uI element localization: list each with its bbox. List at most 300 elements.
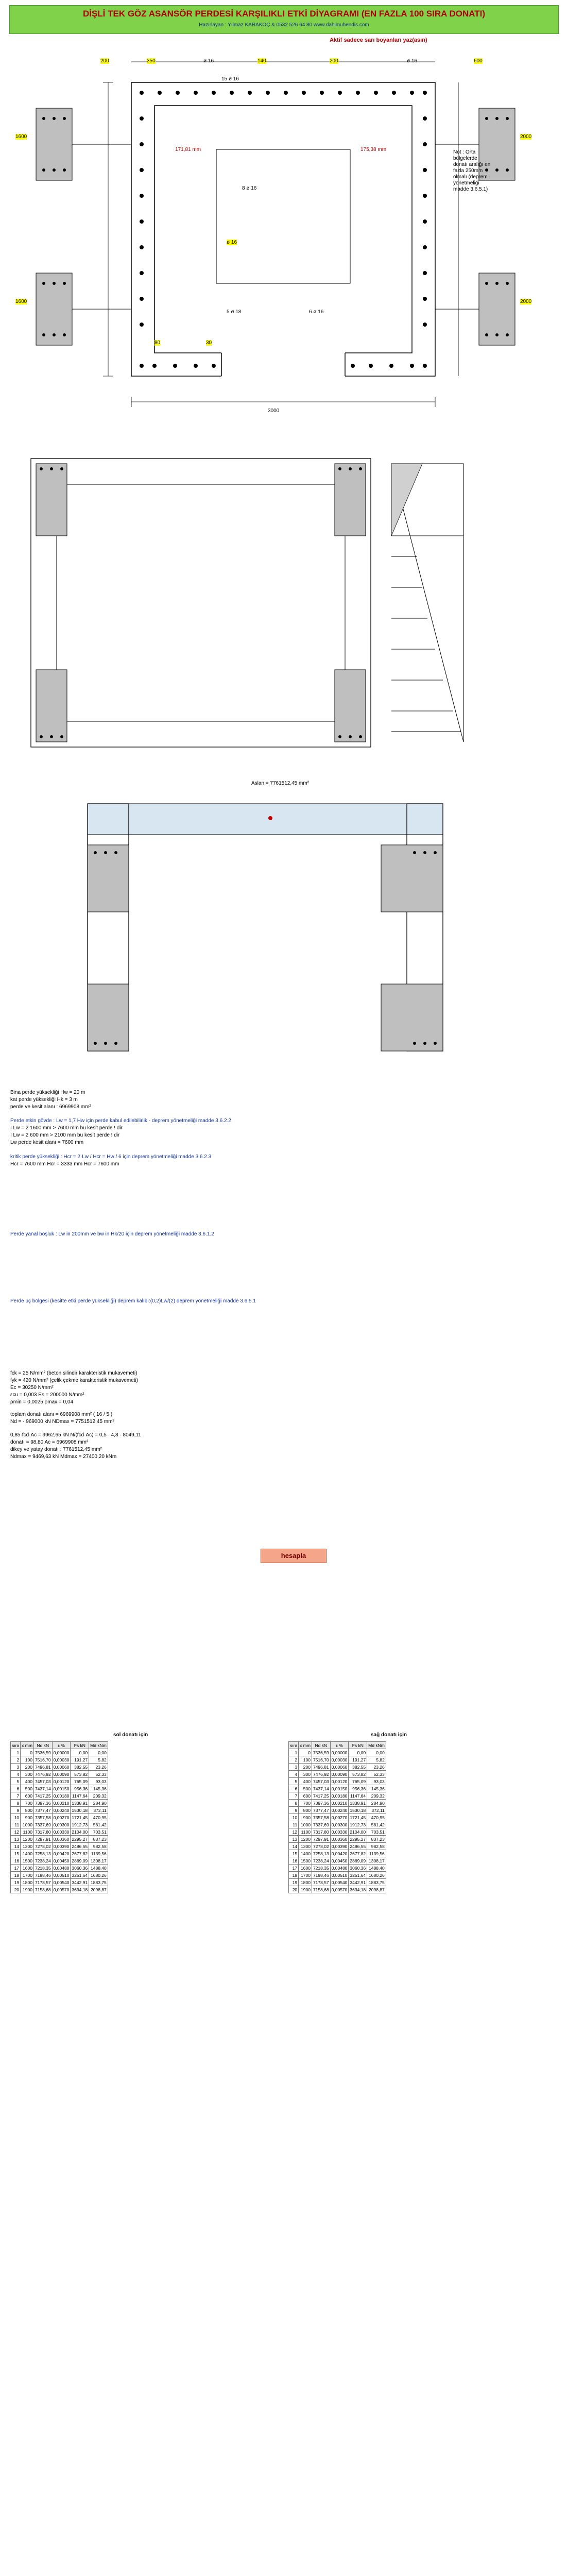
strain-diagram [0,453,567,783]
table-row [289,1764,386,1771]
table-cell: 1912,73 [71,1821,89,1828]
table-cell: 7516,70 [33,1756,52,1764]
table-cell: 7377,47 [312,1807,330,1814]
wall-outline-inner [154,106,412,353]
section-plan-drawing [0,41,567,505]
table-cell: 7297,91 [33,1836,52,1843]
table-row [289,1857,386,1865]
dim-140[interactable]: 140 [257,58,266,64]
table-cell: 2869,09 [349,1857,367,1865]
table-cell: 600 [21,1792,34,1800]
param-line-1: Bina perde yüksekliği Hw = 20 m [10,1090,85,1095]
table-cell: 2104,00 [71,1828,89,1836]
dim-200-b[interactable]: 200 [330,58,338,64]
table-cell: 765,09 [349,1778,367,1785]
table-header-cell: Md kNm [367,1742,386,1749]
rebar-dots [42,91,509,368]
table-cell: 7476,92 [312,1771,330,1778]
table-header-cell: Fs kN [71,1742,89,1749]
table-row [289,1879,386,1886]
table-cell: 93,03 [367,1778,386,1785]
table-cell: 837,23 [89,1836,108,1843]
table-row [11,1821,108,1828]
table-cell: 7397,36 [312,1800,330,1807]
table-cell: 400 [21,1778,34,1785]
left-rebar-table [10,1741,108,1893]
table-cell: 700 [299,1800,312,1807]
table-cell: 956,36 [71,1785,89,1792]
table-cell: 16 [11,1857,21,1865]
dim-600[interactable]: 600 [474,58,483,64]
table-cell: 0,00390 [52,1843,71,1850]
spacing-label-a: 171,81 mm [175,147,201,152]
table-header-cell: x mm [299,1742,312,1749]
table-cell: 7158,68 [312,1886,330,1893]
right-rebar-table [288,1741,386,1893]
table-cell: 0,00240 [52,1807,71,1814]
table-cell: 1700 [21,1872,34,1879]
table-row [289,1749,386,1756]
dim-1600-b[interactable]: 1600 [15,299,27,304]
table-row [289,1807,386,1814]
side-note-7: madde 3.6.5.1) [453,187,488,192]
table-cell: 200 [21,1764,34,1771]
table-cell: 15 [289,1850,299,1857]
table-cell: 209,32 [367,1792,386,1800]
table-cell: 10 [11,1814,21,1821]
dim-80[interactable]: 80 [154,340,161,346]
table-cell: 470,95 [367,1814,386,1821]
table-cell: 7258,13 [33,1850,52,1857]
table-cell: 7218,35 [312,1865,330,1872]
table-cell: 3442,91 [71,1879,89,1886]
table-cell: 1300 [299,1843,312,1850]
table-row [11,1764,108,1771]
table-cell: 6 [289,1785,299,1792]
table-cell: 3060,36 [349,1865,367,1872]
table-cell: 8 [11,1800,21,1807]
table-cell: 209,32 [89,1792,108,1800]
table-cell: 7158,68 [33,1886,52,1893]
table-cell: 2098,87 [367,1886,386,1893]
table-cell: 14 [11,1843,21,1850]
table-row [11,1843,108,1850]
table-cell: 7377,47 [33,1807,52,1814]
side-note-5: olmalı (deprem [453,174,488,180]
table-cell: 2295,27 [71,1836,89,1843]
table-cell: 0,00540 [52,1879,71,1886]
table-cell: 0,00510 [330,1872,349,1879]
param-line-21: dikey ve yatay donatı : 7761512,45 mm² [10,1447,102,1452]
table-row [11,1872,108,1879]
table-cell: 372,11 [367,1807,386,1814]
table-cell: 100 [299,1756,312,1764]
table-cell: 382,55 [71,1764,89,1771]
param-line-2: kat perde yüksekliği Hk = 3 m [10,1097,78,1103]
table-cell: 0,00 [89,1749,108,1756]
dim-phi16-c[interactable]: ø 16 [227,240,237,245]
table-row [11,1850,108,1857]
param-line-12: fck = 25 N/mm² (beton silindir karakteristik mukavemeti) [10,1370,138,1376]
calculate-button[interactable]: hesapla [261,1549,327,1563]
table-cell: 19 [289,1879,299,1886]
table-cell: 1200 [299,1836,312,1843]
table-cell: 19 [11,1879,21,1886]
param-line-11: Perde uç bölgesi (kesitte etki perde yüksekliği) deprem kalıbı:(0,2)Lw/(2) deprem yönetmeliği madde 3.6.5.1 [10,1298,256,1304]
dim-bars-bottom: 5 ø 18 [227,309,242,315]
table-cell: 400 [299,1778,312,1785]
table-row [11,1778,108,1785]
dim-2000-b[interactable]: 2000 [520,299,532,304]
table-cell: 0,00 [367,1749,386,1756]
table-cell: 982,58 [367,1843,386,1850]
table-cell: 0,00480 [52,1865,71,1872]
table-row [289,1872,386,1879]
left-table-title: sol donatı için [113,1732,148,1738]
table-cell: 0,00090 [330,1771,349,1778]
table-cell: 800 [299,1807,312,1814]
table-cell: 3 [289,1764,299,1771]
table-cell: 3251,64 [71,1872,89,1879]
table-cell: 581,42 [89,1821,108,1828]
table-cell: 1500 [299,1857,312,1865]
param-line-16: ρmin = 0,0025 ρmax = 0,04 [10,1399,74,1405]
param-line-13: fyk = 420 N/mm² (çelik çekme karakteristik mukavemeti) [10,1378,139,1383]
table-cell: 7476,92 [33,1771,52,1778]
table-cell: 300 [21,1771,34,1778]
table-cell: 0,00090 [52,1771,71,1778]
table-cell: 18 [289,1872,299,1879]
table-cell: 703,51 [89,1828,108,1836]
table-cell: 13 [289,1836,299,1843]
table-cell: 0,00450 [330,1857,349,1865]
table-cell: 4 [11,1771,21,1778]
table-cell: 0,00210 [330,1800,349,1807]
table-cell: 14 [289,1843,299,1850]
table-cell: 0,00030 [52,1756,71,1764]
table-cell: 1000 [299,1821,312,1828]
table-cell: 0,00060 [52,1764,71,1771]
table-cell: 7278,02 [33,1843,52,1850]
table-cell: 3060,36 [71,1865,89,1872]
table-cell: 0,00180 [52,1792,71,1800]
table-cell: 100 [21,1756,34,1764]
table-cell: 0,00270 [52,1814,71,1821]
dim-1600-a[interactable]: 1600 [15,134,27,140]
param-line-10: Perde yanal boşluk : Lw in 200mm ve bw in Hk/20 için deprem yönetmeliği madde 3.6.1.2 [10,1231,214,1237]
table-cell: 2295,27 [349,1836,367,1843]
table-cell: 7536,59 [33,1749,52,1756]
table-cell: 470,95 [89,1814,108,1821]
table-cell: 1600 [21,1865,34,1872]
table-cell: 0,00360 [330,1836,349,1843]
table-cell: 7516,70 [312,1756,330,1764]
table-cell: 7317,80 [312,1828,330,1836]
table-row [11,1886,108,1893]
table-cell: 900 [299,1814,312,1821]
side-note-4: fazla 250mm [453,168,483,174]
table-row [11,1749,108,1756]
table-cell: 7238,24 [312,1857,330,1865]
table-cell: 0,00000 [330,1749,349,1756]
table-cell: 7198,46 [33,1872,52,1879]
table-cell: 0,00 [349,1749,367,1756]
table-cell: 7437,14 [33,1785,52,1792]
table-cell: 5 [289,1778,299,1785]
table-cell: 1488,40 [367,1865,386,1872]
section-area-label: Aslan = 7761512,45 mm² [251,781,310,786]
table-cell: 145,36 [89,1785,108,1792]
table-cell: 16 [289,1857,299,1865]
table-cell: 1 [289,1749,299,1756]
param-line-6: I Lw = 2 600 mm > 2100 mm bu kesit perde ! dir [10,1132,120,1138]
table-cell: 7238,24 [33,1857,52,1865]
table-cell: 300 [299,1771,312,1778]
table-cell: 7397,36 [33,1800,52,1807]
table-cell: 1680,26 [367,1872,386,1879]
dim-2000-a[interactable]: 2000 [520,134,532,140]
table-cell: 1100 [299,1828,312,1836]
table-cell: 1100 [21,1828,34,1836]
table-cell: 0,00150 [52,1785,71,1792]
table-cell: 0,00300 [52,1821,71,1828]
table-cell: 0,00270 [330,1814,349,1821]
table-cell: 956,36 [349,1785,367,1792]
table-cell: 0,00300 [330,1821,349,1828]
side-note-3: donatı aralığı en [453,162,491,167]
table-cell: 0,00570 [330,1886,349,1893]
table-row [11,1828,108,1836]
table-cell: 0 [299,1749,312,1756]
table-cell: 3634,18 [349,1886,367,1893]
table-cell: 6 [11,1785,21,1792]
table-cell: 7178,57 [33,1879,52,1886]
active-cells-note: Aktif sadece sarı boyanları yaz(asın) [330,37,427,43]
table-cell: 2677,82 [349,1850,367,1857]
page-title: DİŞLİ TEK GÖZ ASANSÖR PERDESİ KARŞILIKLI ETKİ DİYAGRAMI (EN FAZLA 100 SIRA DONATI) [82,9,486,19]
right-table-title: sağ donatı için [371,1732,407,1738]
table-cell: 0,00 [71,1749,89,1756]
table-cell: 8 [289,1800,299,1807]
table-cell: 0,00420 [52,1850,71,1857]
table-cell: 7457,03 [33,1778,52,1785]
table-cell: 600 [299,1792,312,1800]
table-cell: 191,27 [349,1756,367,1764]
table-cell: 7337,69 [312,1821,330,1828]
table-cell: 284,90 [367,1800,386,1807]
param-line-20: donatı = 98,80 Ac = 6969908 mm² [10,1439,89,1445]
table-cell: 1900 [299,1886,312,1893]
table-cell: 284,90 [89,1800,108,1807]
table-cell: 7258,13 [312,1850,330,1857]
table-cell: 7496,81 [312,1764,330,1771]
table-row [289,1800,386,1807]
table-cell: 0,00330 [330,1828,349,1836]
table-cell: 1300 [21,1843,34,1850]
table-cell: 0,00540 [330,1879,349,1886]
table-cell: 1800 [21,1879,34,1886]
table-cell: 3634,18 [71,1886,89,1893]
table-cell: 2869,09 [71,1857,89,1865]
table-cell: 1530,18 [349,1807,367,1814]
table-cell: 0 [21,1749,34,1756]
table-row [289,1814,386,1821]
table-cell: 1900 [21,1886,34,1893]
table-cell: 1680,26 [89,1872,108,1879]
table-header-cell: x mm [21,1742,34,1749]
table-cell: 7 [11,1792,21,1800]
table-cell: 2677,82 [71,1850,89,1857]
header-banner [9,5,559,34]
table-cell: 1500 [21,1857,34,1865]
table-cell: 23,26 [367,1764,386,1771]
table-cell: 7417,25 [33,1792,52,1800]
param-line-17: toplam donatı alanı = 6969908 mm² ( 16 / 5 ) [10,1412,113,1417]
table-cell: 0,00420 [330,1850,349,1857]
table-cell: 837,23 [367,1836,386,1843]
table-cell: 20 [289,1886,299,1893]
table-row [11,1879,108,1886]
table-cell: 7178,57 [312,1879,330,1886]
table-cell: 1308,17 [367,1857,386,1865]
table-row [11,1865,108,1872]
table-row [11,1836,108,1843]
table-cell: 13 [11,1836,21,1843]
table-cell: 581,42 [367,1821,386,1828]
table-cell: 0,00570 [52,1886,71,1893]
dim-3000: 3000 [268,408,280,414]
table-cell: 1308,17 [89,1857,108,1865]
table-cell: 2486,55 [71,1843,89,1850]
dim-bars-mid: 8 ø 16 [242,185,257,191]
table-row [289,1792,386,1800]
table-cell: 0,00000 [52,1749,71,1756]
inner-opening [216,149,350,283]
table-row [289,1843,386,1850]
table-header-cell: Nd kN [312,1742,330,1749]
param-line-8: kritik perde yüksekliği : Hcr = 2·Lw / Hcr = Hw / 6 için deprem yönetmeliği madde 3.6.2.3 [10,1154,212,1160]
param-line-15: εcu = 0,003 Es = 200000 N/mm² [10,1392,84,1398]
table-cell: 382,55 [349,1764,367,1771]
table-cell: 1883,75 [89,1879,108,1886]
table-cell: 573,82 [71,1771,89,1778]
table-cell: 12 [11,1828,21,1836]
table-cell: 0,00330 [52,1828,71,1836]
table-cell: 17 [11,1865,21,1872]
table-cell: 703,51 [367,1828,386,1836]
table-cell: 1338,91 [71,1800,89,1807]
table-cell: 15 [11,1850,21,1857]
table-cell: 0,00120 [330,1778,349,1785]
table-cell: 1488,40 [89,1865,108,1872]
table-cell: 0,00120 [52,1778,71,1785]
table-cell: 11 [11,1821,21,1828]
table-row [289,1865,386,1872]
table-cell: 0,00510 [52,1872,71,1879]
table-cell: 7 [289,1792,299,1800]
table-row [289,1821,386,1828]
table-row [11,1785,108,1792]
param-line-19: 0,85·fcd·Ac = 9962,65 kN N/(fcd·Ac) = 0,5 · 4,8 · 8049,11 [10,1432,141,1438]
table-cell: 9 [289,1807,299,1814]
table-cell: 1400 [299,1850,312,1857]
table-cell: 5 [11,1778,21,1785]
table-cell: 2486,55 [349,1843,367,1850]
table-cell: 0,00150 [330,1785,349,1792]
table-cell: 0,00180 [330,1792,349,1800]
table-cell: 0,00360 [52,1836,71,1843]
table-row [11,1792,108,1800]
table-cell: 0,00210 [52,1800,71,1807]
table-row [289,1886,386,1893]
table-cell: 765,09 [71,1778,89,1785]
table-cell: 7337,69 [33,1821,52,1828]
table-cell: 52,33 [89,1771,108,1778]
table-row [289,1778,386,1785]
table-cell: 7278,02 [312,1843,330,1850]
table-cell: 1400 [21,1850,34,1857]
table-cell: 12 [289,1828,299,1836]
table-row [289,1828,386,1836]
table-cell: 900 [21,1814,34,1821]
table-row [11,1857,108,1865]
dim-30[interactable]: 30 [206,340,212,346]
table-cell: 0,00390 [330,1843,349,1850]
table-cell: 1000 [21,1821,34,1828]
table-cell: 18 [11,1872,21,1879]
table-cell: 145,36 [367,1785,386,1792]
table-cell: 0,00450 [52,1857,71,1865]
table-cell: 3 [11,1764,21,1771]
table-row [11,1800,108,1807]
table-cell: 9 [11,1807,21,1814]
table-cell: 0,00480 [330,1865,349,1872]
dim-200-a[interactable]: 200 [100,58,109,64]
table-cell: 7457,03 [312,1778,330,1785]
table-cell: 7218,35 [33,1865,52,1872]
table-cell: 0,00060 [330,1764,349,1771]
table-cell: 5,82 [89,1756,108,1764]
dim-bars-top: 15 ø 16 [221,76,239,82]
table-cell: 7437,14 [312,1785,330,1792]
table-cell: 11 [289,1821,299,1828]
table-cell: 7317,80 [33,1828,52,1836]
table-cell: 1600 [299,1865,312,1872]
table-cell: 1912,73 [349,1821,367,1828]
param-line-5: I Lw = 2 1600 mm > 7600 mm bu kesit perde ! dir [10,1125,123,1131]
section-elevation-drawing [0,793,567,1061]
table-header-cell: Md kNm [89,1742,108,1749]
dim-350[interactable]: 350 [147,58,156,64]
table-header-cell: Nd kN [33,1742,52,1749]
table-cell: 7417,25 [312,1792,330,1800]
wall-outline-outer [131,82,435,376]
table-row [289,1836,386,1843]
table-cell: 2098,87 [89,1886,108,1893]
dim-bars-bottom-b: 6 ø 16 [309,309,324,315]
table-cell: 1700 [299,1872,312,1879]
table-cell: 2 [11,1756,21,1764]
table-cell: 2104,00 [349,1828,367,1836]
table-cell: 0,00030 [330,1756,349,1764]
author-line: Hazırlayan : Yılmaz KARAKOÇ & 0532 526 64 80 www.dahimuhendis.com [199,22,369,28]
table-cell: 500 [299,1785,312,1792]
side-note-2: bölgelerde [453,156,477,161]
spacing-label-b: 175,38 mm [360,147,387,152]
table-cell: 7297,91 [312,1836,330,1843]
table-cell: 3442,91 [349,1879,367,1886]
table-row [289,1771,386,1778]
